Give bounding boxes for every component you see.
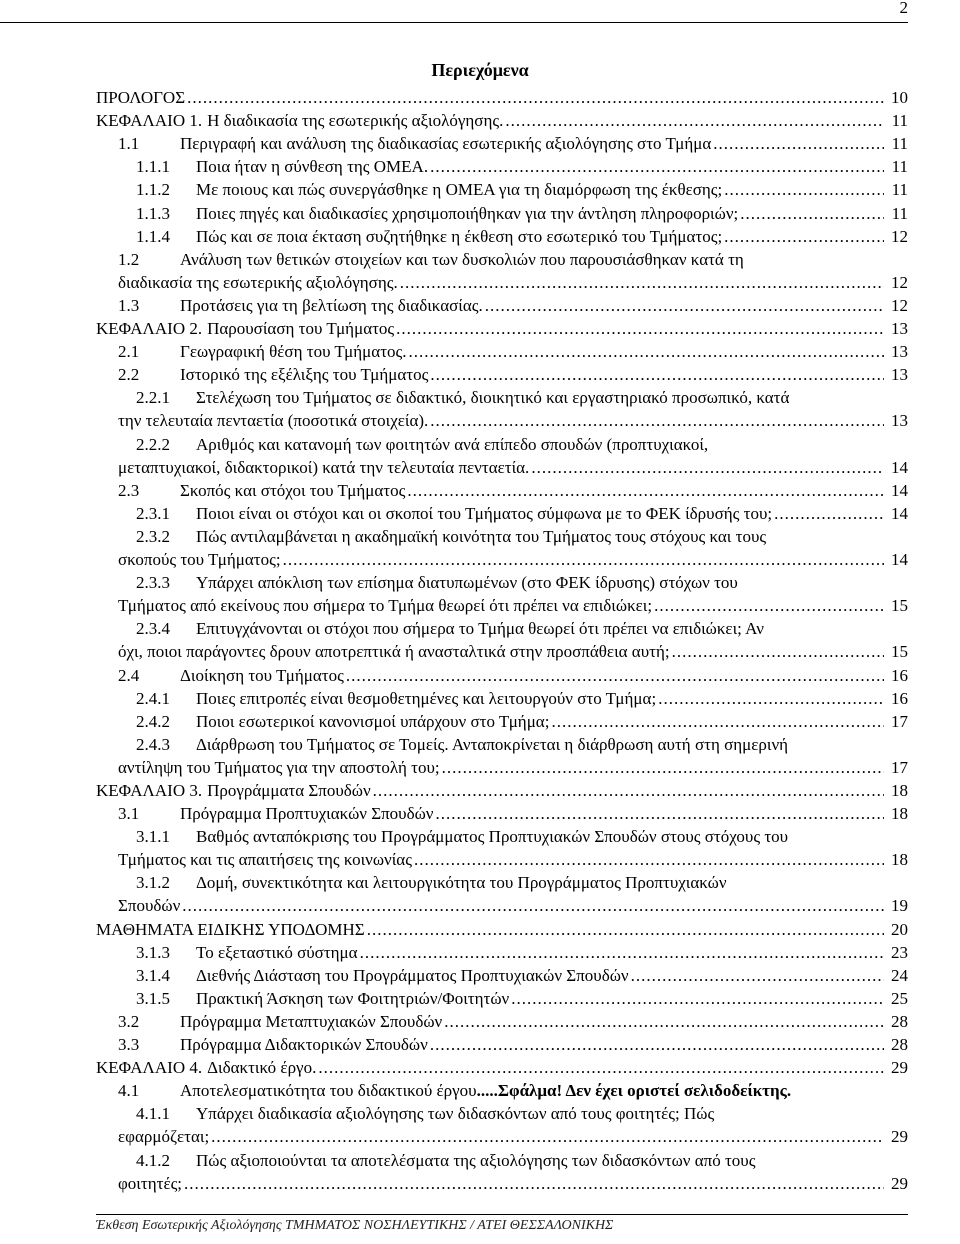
toc-entry-text-continued: σκοπούς του Τμήματος; bbox=[118, 549, 281, 569]
dot-leader bbox=[724, 225, 884, 248]
toc-entry-text: Η διαδικασία της εσωτερικής αξιολόγησης. bbox=[207, 111, 504, 131]
toc-entry-text: Το εξεταστικό σύστημα bbox=[196, 942, 358, 962]
toc-entry-number: 1.1.4 bbox=[136, 226, 170, 246]
toc-entry-page: 18 bbox=[891, 781, 908, 800]
dot-leader bbox=[346, 664, 884, 687]
toc-entry-text-continued: διαδικασία της εσωτερικής αξιολόγησης. bbox=[118, 272, 398, 292]
toc-entry-number: ΠΡΟΛΟΓΟΣ bbox=[96, 88, 186, 107]
toc-entry-page: 14 bbox=[891, 457, 908, 477]
toc-entry-page: 13 bbox=[891, 411, 908, 431]
dot-leader bbox=[182, 894, 884, 917]
dot-leader bbox=[211, 1125, 884, 1148]
toc-entry-number: 1.1 bbox=[118, 134, 140, 154]
toc-entry-text-continued: φοιτητές; bbox=[118, 1173, 183, 1193]
dot-leader bbox=[551, 710, 884, 733]
toc-entry-text-continued: Τμήματος και τις απαιτήσεις της κοινωνίας bbox=[118, 850, 412, 870]
toc-entry-page: 19 bbox=[891, 896, 908, 916]
dot-leader bbox=[531, 456, 884, 479]
dot-leader bbox=[373, 779, 884, 802]
toc-entry-page: 17 bbox=[891, 711, 908, 731]
toc-entry-text: Πώς και σε ποια έκταση συζητήθηκε η έκθεση στο εσωτερικό του Τμήματος; bbox=[196, 226, 723, 246]
toc-entry-page: 10 bbox=[891, 88, 908, 107]
toc-entry-text: Διδακτικό έργο. bbox=[207, 1058, 317, 1078]
toc-entry-number: 1.2 bbox=[118, 249, 140, 269]
dot-leader bbox=[724, 178, 884, 201]
toc-entry-text-continued: μεταπτυχιακοί, διδακτορικοί) κατά την τελευταία πενταετία. bbox=[118, 457, 530, 477]
dot-leader bbox=[444, 1010, 884, 1033]
dot-leader bbox=[360, 941, 884, 964]
toc-entry-page: 11 bbox=[891, 180, 908, 200]
toc-entry-page: 14 bbox=[891, 549, 908, 569]
dot-leader bbox=[672, 640, 884, 663]
toc-entry-text: Δομή, συνεκτικότητα και λειτουργικότητα του Προγράμματος Προπτυχιακών bbox=[196, 873, 727, 893]
toc-entry-text: Πώς αξιοποιούνται τα αποτελέσματα της αξιολόγησης των διδασκόντων από τους bbox=[196, 1150, 756, 1170]
toc-entry-number: 2.3.2 bbox=[136, 526, 170, 546]
toc-entry-number: 4.1.2 bbox=[136, 1150, 170, 1170]
toc-entry-number: 3.1.2 bbox=[136, 873, 170, 893]
dot-leader bbox=[409, 340, 884, 363]
dot-leader bbox=[658, 687, 884, 710]
toc-entry-page: 14 bbox=[891, 480, 908, 500]
dot-leader bbox=[396, 317, 884, 340]
toc-entry-number: ΜΑΘΗΜΑΤΑ ΕΙΔΙΚΗΣ ΥΠΟΔΟΜΗΣ bbox=[96, 919, 365, 939]
dot-leader bbox=[430, 1033, 884, 1056]
toc-entry-number: 1.1.3 bbox=[136, 203, 170, 223]
toc-entry-number: 2.3 bbox=[118, 480, 140, 500]
dot-leader bbox=[485, 294, 884, 317]
toc-entry-number: 3.1.1 bbox=[136, 827, 170, 847]
dot-leader bbox=[511, 987, 884, 1010]
toc-entry-number: 2.2.1 bbox=[136, 388, 170, 408]
toc-entry-number: 3.1.4 bbox=[136, 965, 170, 985]
dot-leader bbox=[400, 271, 884, 294]
toc-entry-text: Αποτελεσματικότητα του διδακτικού έργου bbox=[180, 1081, 477, 1101]
toc-entry-page: 12 bbox=[891, 272, 908, 292]
toc-entry-page: 13 bbox=[891, 319, 908, 338]
toc-entry-page: 13 bbox=[891, 365, 908, 385]
dot-leader bbox=[283, 548, 884, 571]
toc-entry-page: 11 bbox=[891, 203, 908, 223]
toc-entry-text: Ποιοι εσωτερικοί κανονισμοί υπάρχουν στο Τμήμα; bbox=[196, 711, 550, 731]
toc-entry-page: 29 bbox=[891, 1058, 908, 1078]
dot-leader bbox=[631, 964, 884, 987]
toc-entry-page: 20 bbox=[891, 919, 908, 939]
toc-entry-text: Πρόγραμμα Διδακτορικών Σπουδών bbox=[180, 1035, 428, 1055]
dot-leader bbox=[430, 363, 884, 386]
toc-entry-page: 29 bbox=[891, 1173, 908, 1193]
toc-entry-text: Πρακτική Άσκηση των Φοιτητριών/Φοιτητών bbox=[196, 988, 510, 1008]
toc-entry-number: 2.3.3 bbox=[136, 573, 170, 593]
toc-entry-number: 2.3.1 bbox=[136, 503, 170, 523]
toc-entry-text: Υπάρχει απόκλιση των επίσημα διατυπωμένων (στο ΦΕΚ ίδρυσης) στόχων του bbox=[196, 573, 738, 593]
toc-entry-number: 2.4.1 bbox=[136, 688, 170, 708]
toc-entry-text: Σκοπός και στόχοι του Τμήματος bbox=[180, 480, 406, 500]
toc-entry-number: 3.1.5 bbox=[136, 988, 170, 1008]
toc-entry-text-continued: την τελευταία πενταετία (ποσοτικά στοιχεία). bbox=[118, 411, 429, 431]
toc-entry-text: Αριθμός και κατανομή των φοιτητών ανά επίπεδο σπουδών (προπτυχιακοί, bbox=[196, 434, 709, 454]
toc-entry-page: 12 bbox=[891, 226, 908, 246]
toc-entry-text: Ανάλυση των θετικών στοιχείων και των δυσκολιών που παρουσιάσθηκαν κατά τη bbox=[180, 249, 744, 269]
toc-entry-page: 11 bbox=[891, 134, 908, 154]
toc-entry-page: 18 bbox=[891, 850, 908, 870]
toc-entry-number: 2.4.3 bbox=[136, 734, 170, 754]
toc-entry-number: 4.1.1 bbox=[136, 1104, 170, 1124]
toc-entry-text: Ποια ήταν η σύνθεση της ΟΜΕΑ. bbox=[196, 157, 429, 177]
toc-entry-text: Διεθνής Διάσταση του Προγράμματος Προπτυχιακών Σπουδών bbox=[196, 965, 629, 985]
toc-entry-page: 15 bbox=[891, 642, 908, 662]
toc-entry-number: 4.1 bbox=[118, 1081, 140, 1101]
toc-entry-number: 3.2 bbox=[118, 1012, 140, 1031]
toc-entry-number: 2.2.2 bbox=[136, 434, 170, 454]
toc-entry-text-continued: όχι, ποιοι παράγοντες δρουν αποτρεπτικά ή ανασταλτικά στην προσπάθεια αυτή; bbox=[118, 642, 670, 662]
toc-title: Περιεχόμενα bbox=[431, 60, 529, 80]
toc-entry-page: 14 bbox=[891, 503, 908, 523]
dot-leader bbox=[740, 202, 884, 225]
toc-entry-text: Προτάσεις για τη βελτίωση της διαδικασίας. bbox=[180, 295, 483, 315]
dot-leader bbox=[367, 918, 884, 941]
page-number-header bbox=[0, 0, 908, 23]
toc-entry-text: Γεωγραφική θέση του Τμήματος. bbox=[180, 342, 407, 362]
dot-leader bbox=[713, 132, 884, 155]
toc-entry-text: Πρόγραμμα Μεταπτυχιακών Σπουδών bbox=[180, 1012, 443, 1031]
toc-entry-number: ΚΕΦΑΛΑΙΟ 3. bbox=[96, 781, 203, 800]
toc-entry-text: Πώς αντιλαμβάνεται η ακαδημαϊκή κοινότητα του Τμήματος τους στόχους και τους bbox=[196, 526, 767, 546]
toc-entry-text: Ποιοι είναι οι στόχοι και οι σκοποί του Τμήματος σύμφωνα με το ΦΕΚ ίδρυσής του; bbox=[196, 503, 773, 523]
dot-leader bbox=[430, 155, 884, 178]
toc-entry-page: 11 bbox=[891, 111, 908, 131]
toc-entry-text: Υπάρχει διαδικασία αξιολόγησης των διδασκόντων από τους φοιτητές; Πώς bbox=[196, 1104, 715, 1124]
toc-entry-text: Προγράμματα Σπουδών bbox=[207, 781, 371, 800]
toc-entry-page: 28 bbox=[891, 1012, 908, 1031]
toc-entry-page: 18 bbox=[891, 804, 908, 824]
toc-entry-number: 1.1.1 bbox=[136, 157, 170, 177]
page-number: 2 bbox=[899, 0, 908, 17]
dot-leader bbox=[436, 802, 885, 825]
dot-leader bbox=[414, 848, 884, 871]
toc-entry-text-continued: Σπουδών bbox=[118, 896, 181, 916]
toc-entry-number: 3.1.3 bbox=[136, 942, 170, 962]
toc-entry-number: 2.3.4 bbox=[136, 619, 170, 639]
toc-entry-text: Με ποιους και πώς συνεργάσθηκε η ΟΜΕΑ για τη διαμόρφωση της έκθεσης; bbox=[196, 180, 723, 200]
toc-entry-page: 23 bbox=[891, 942, 908, 962]
toc-entry-page: 13 bbox=[891, 342, 908, 362]
dot-leader bbox=[505, 109, 884, 132]
page-footer: Έκθεση Εσωτερικής Αξιολόγησης ΤΜΗΜΑΤΟΣ ΝΟΣΗΛΕΥΤΙΚΗΣ / ΑΤΕΙ ΘΕΣΣΑΛΟΝΙΚΗΣ bbox=[96, 1214, 908, 1234]
toc-entry-number: ΚΕΦΑΛΑΙΟ 1. bbox=[96, 111, 203, 131]
dot-leader: ..... bbox=[476, 1081, 498, 1101]
toc-entry-number: 1.3 bbox=[118, 295, 140, 315]
toc-entry-text: Ποιες πηγές και διαδικασίες χρησιμοποιήθηκαν για την άντληση πληροφοριών; bbox=[196, 203, 739, 223]
toc-entry-text-continued: εφαρμόζεται; bbox=[118, 1127, 210, 1147]
dot-leader bbox=[184, 1172, 884, 1195]
toc-entry-text: Διάρθρωση του Τμήματος σε Τομείς. Ανταποκρίνεται η διάρθρωση αυτή στη σημερινή bbox=[196, 734, 789, 754]
toc-entry-text: Βαθμός ανταπόκρισης του Προγράμματος Προπτυχιακών Σπουδών στους στόχους του bbox=[196, 827, 789, 847]
toc-entry-page: 11 bbox=[891, 157, 908, 177]
toc-entry-page: 16 bbox=[891, 688, 908, 708]
toc-entry-page: 12 bbox=[891, 295, 908, 315]
dot-leader bbox=[318, 1056, 884, 1079]
toc-entry-number: ΚΕΦΑΛΑΙΟ 4. bbox=[96, 1058, 203, 1078]
toc-entry-number: ΚΕΦΑΛΑΙΟ 2. bbox=[96, 319, 203, 338]
toc-entry-number: 3.1 bbox=[118, 804, 140, 824]
toc-entry-number: 2.4 bbox=[118, 665, 140, 685]
toc-entry-number: 2.1 bbox=[118, 342, 140, 362]
toc-entry-text-continued: αντίληψη του Τμήματος για την αποστολή του; bbox=[118, 757, 440, 777]
toc-entry-page: 16 bbox=[891, 665, 908, 685]
dot-leader bbox=[407, 479, 884, 502]
dot-leader bbox=[654, 594, 884, 617]
toc-entry-page: 29 bbox=[891, 1127, 908, 1147]
toc-entry-text: Ποιες επιτροπές είναι θεσμοθετημένες και λειτουργούν στο Τμήμα; bbox=[196, 688, 657, 708]
toc-entry-number: 1.1.2 bbox=[136, 180, 170, 200]
toc-entry-number: 2.2 bbox=[118, 365, 140, 385]
dot-leader bbox=[774, 502, 884, 525]
toc-entry-text: Ιστορικό της εξέλιξης του Τμήματος bbox=[180, 365, 429, 385]
toc-entry-page: Σφάλμα! Δεν έχει οριστεί σελιδοδείκτης. bbox=[497, 1081, 792, 1101]
toc-entry-page: 24 bbox=[891, 965, 908, 985]
toc-entry-text: Στελέχωση του Τμήματος σε διδακτικό, διοικητικό και εργαστηριακό προσωπικό, κατά bbox=[196, 388, 790, 408]
toc-entry-text-continued: Τμήματος από εκείνους που σήμερα το Τμήμα θεωρεί ότι πρέπει να επιδιώκει; bbox=[118, 596, 653, 616]
toc-entry-page: 17 bbox=[891, 757, 908, 777]
dot-leader bbox=[187, 86, 884, 109]
toc-entry-text: Διοίκηση του Τμήματος bbox=[180, 665, 344, 685]
toc-entry-page: 25 bbox=[891, 988, 908, 1008]
dot-leader bbox=[442, 756, 884, 779]
toc-entry-text: Περιγραφή και ανάλυση της διαδικασίας εσωτερικής αξιολόγησης στο Τμήμα bbox=[180, 134, 712, 154]
toc-entry-text: Παρουσίαση του Τμήματος bbox=[207, 319, 395, 338]
toc-entry-number: 2.4.2 bbox=[136, 711, 170, 731]
toc-entry-page: 28 bbox=[891, 1035, 908, 1055]
toc-entry-number: 3.3 bbox=[118, 1035, 140, 1055]
dot-leader bbox=[430, 409, 884, 432]
toc-entry-text: Πρόγραμμα Προπτυχιακών Σπουδών bbox=[180, 804, 434, 824]
toc-entry-page: 15 bbox=[891, 596, 908, 616]
toc-entry-text: Επιτυγχάνονται οι στόχοι που σήμερα το Τμήμα θεωρεί ότι πρέπει να επιδιώκει; Αν bbox=[196, 619, 764, 639]
